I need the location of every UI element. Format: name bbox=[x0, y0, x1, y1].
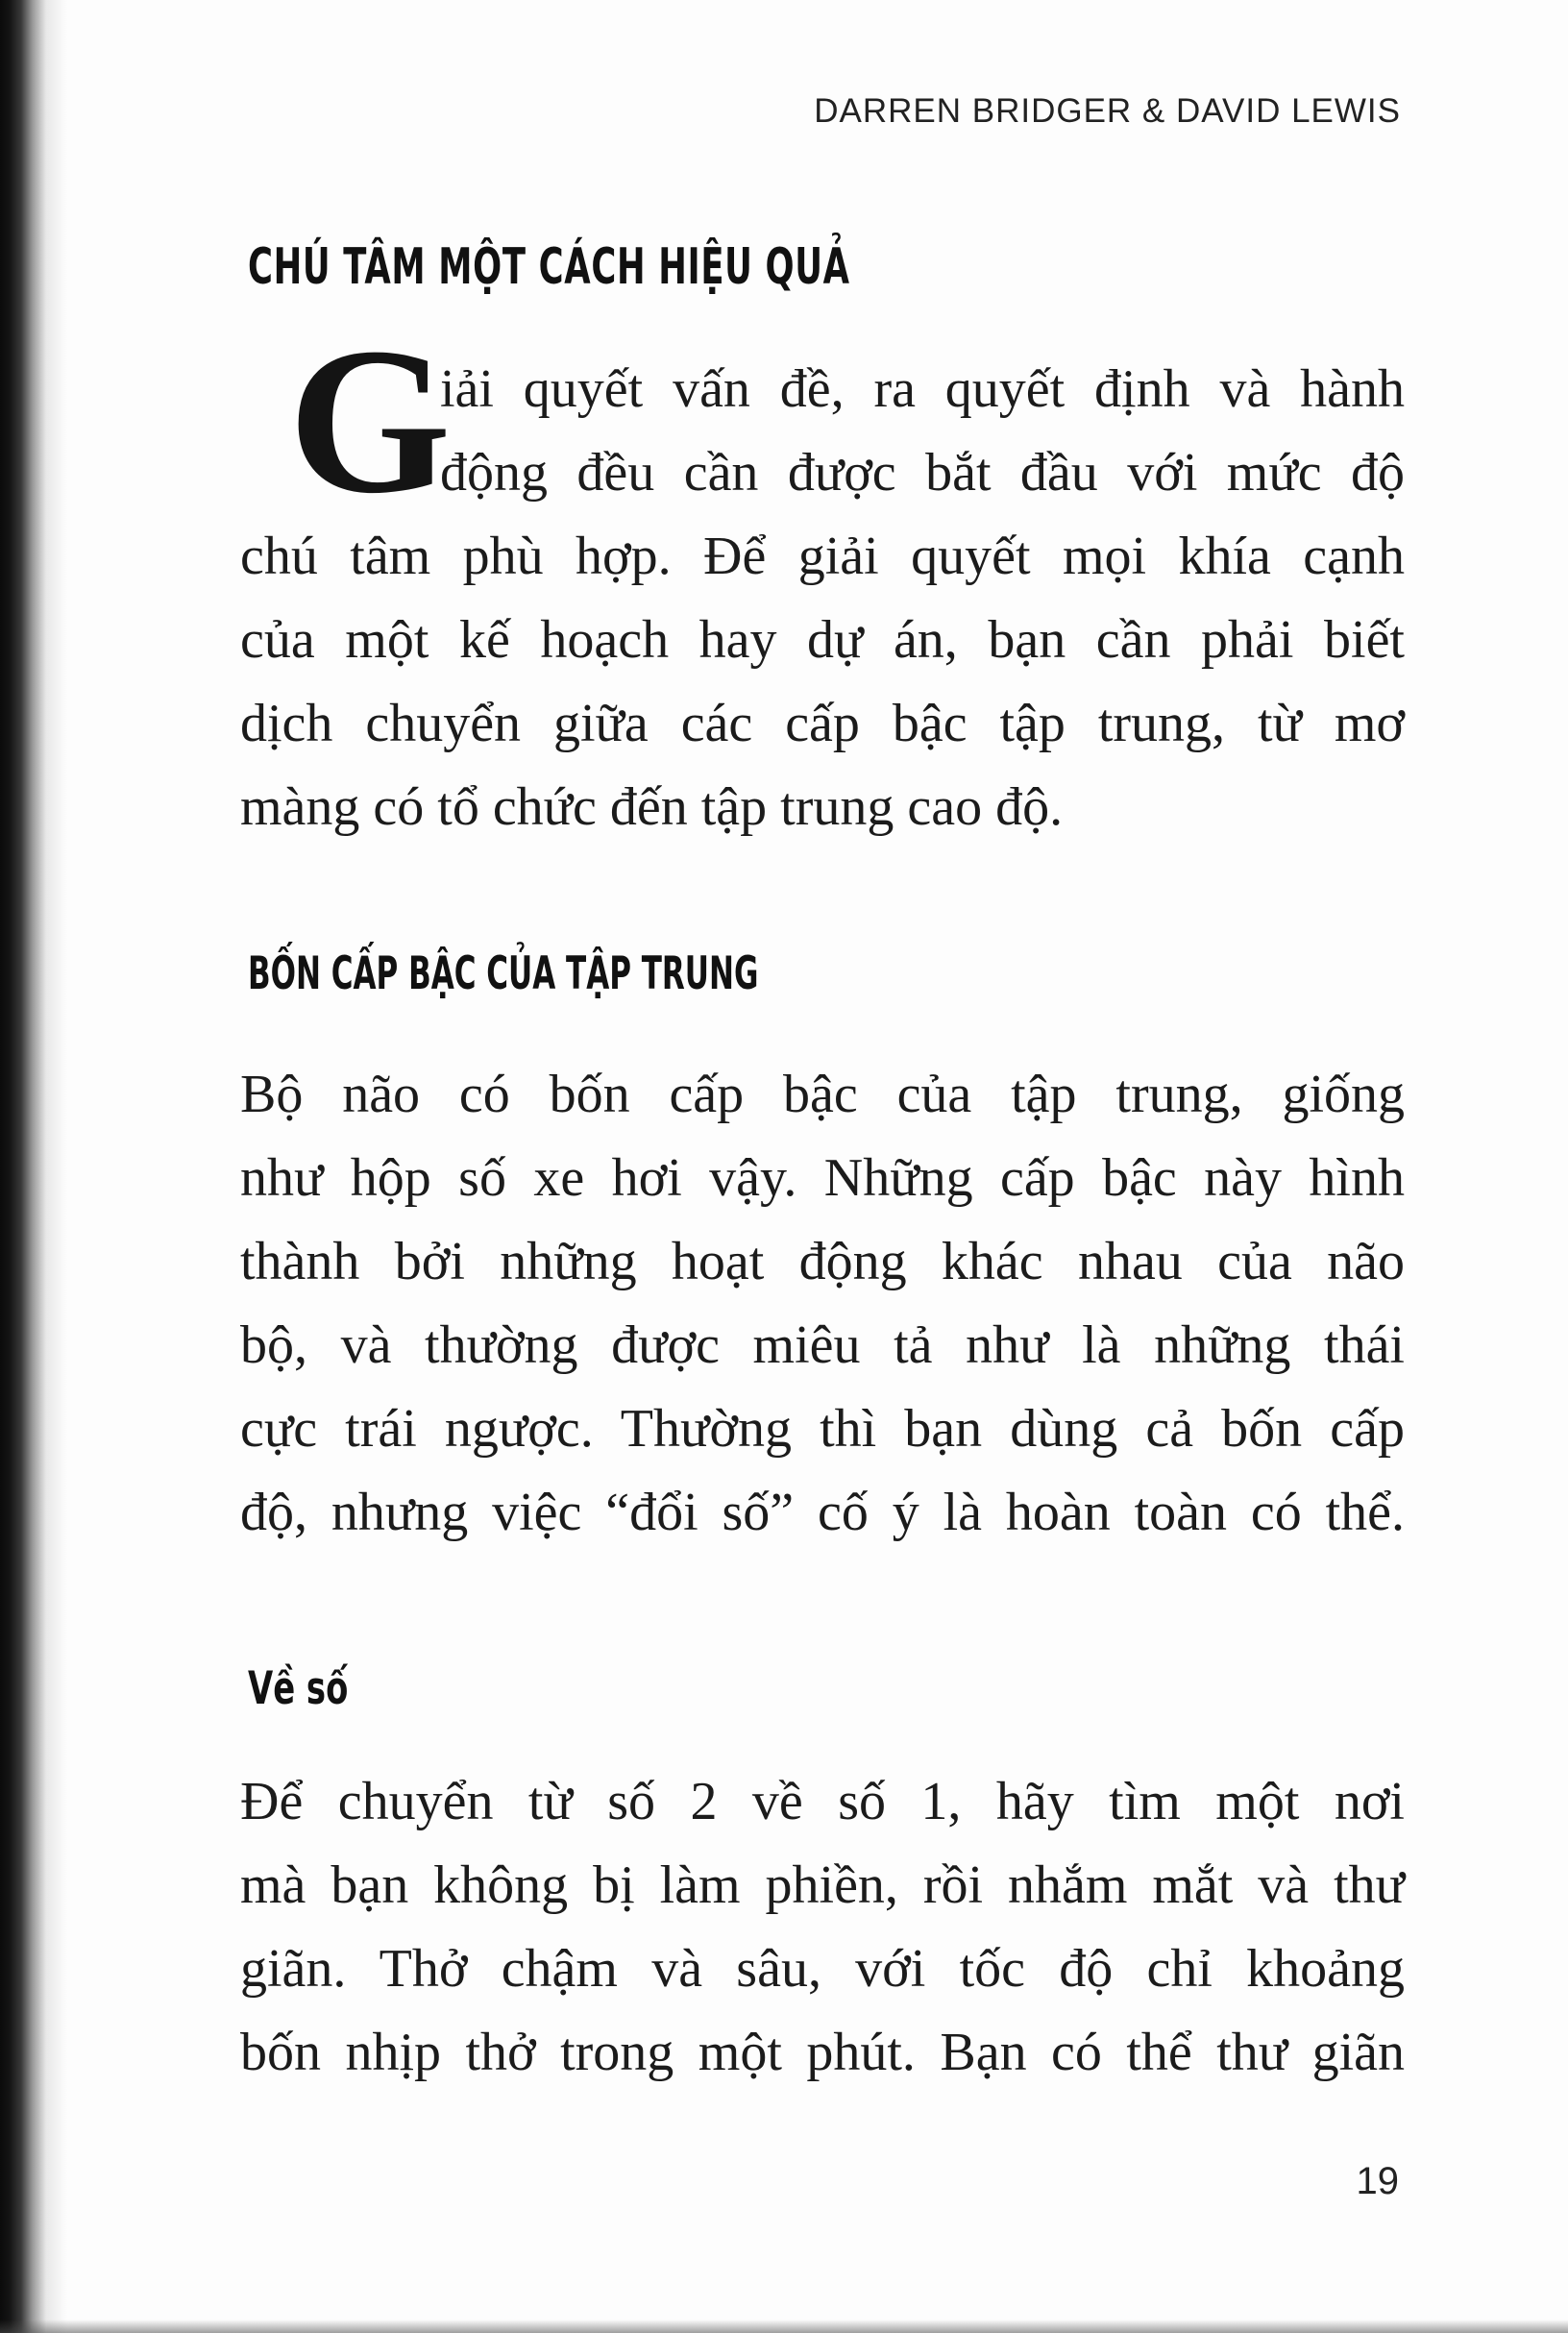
text-line: dịch chuyển giữa các cấp bậc tập trung, từ mơ bbox=[240, 694, 1405, 753]
text-line: của một kế hoạch hay dự án, bạn cần phải biết bbox=[240, 610, 1405, 670]
text-line: động đều cần được bắt đầu với mức độ bbox=[440, 443, 1405, 503]
drop-cap-box bbox=[288, 306, 452, 537]
text-line: màng có tổ chức đến tập trung cao độ. bbox=[240, 777, 1064, 837]
section-heading-gear-down: Về số bbox=[248, 1662, 349, 1715]
running-header: DARREN BRIDGER & DAVID LEWIS bbox=[814, 92, 1401, 130]
text-line: cực trái ngược. Thường thì bạn dùng cả bốn cấp bbox=[240, 1399, 1405, 1459]
text-line: Bộ não có bốn cấp bậc của tập trung, giống bbox=[240, 1065, 1405, 1124]
text-line: bộ, và thường được miêu tả như là những thái bbox=[240, 1315, 1405, 1375]
text-line: giãn. Thở chậm và sâu, với tốc độ chỉ khoảng bbox=[240, 1939, 1405, 1999]
text-line: iải quyết vấn đề, ra quyết định và hành bbox=[440, 359, 1405, 419]
text-line: thành bởi những hoạt động khác nhau của não bbox=[240, 1232, 1405, 1291]
paragraph-four-levels bbox=[240, 1053, 1405, 1555]
page-number: 19 bbox=[1356, 2160, 1399, 2202]
paragraph-intro-continued bbox=[240, 515, 1405, 849]
text-line: bốn nhịp thở trong một phút. Bạn có thể thư giãn bbox=[240, 2023, 1405, 2082]
section-heading-four-levels: BỐN CẤP BẬC CỦA TẬP TRUNG bbox=[248, 947, 759, 1000]
text-line: như hộp số xe hơi vậy. Những cấp bậc này hình bbox=[240, 1148, 1405, 1208]
book-spine-shadow bbox=[0, 0, 67, 2333]
paragraph-intro-beside-dropcap bbox=[440, 348, 1405, 515]
text-line: độ, nhưng việc “đổi số” cố ý là hoàn toàn có thể. bbox=[240, 1483, 1405, 1542]
section-heading-effective-attention: CHÚ TÂM MỘT CÁCH HIỆU QUẢ bbox=[248, 238, 850, 296]
paragraph-gear-down bbox=[240, 1760, 1405, 2095]
text-line: mà bạn không bị làm phiền, rồi nhắm mắt và thư bbox=[240, 1855, 1405, 1915]
page-bottom-shadow bbox=[0, 2320, 1568, 2333]
drop-cap: G bbox=[288, 306, 452, 537]
text-line: Để chuyển từ số 2 về số 1, hãy tìm một nơi bbox=[240, 1772, 1405, 1831]
text-line: chú tâm phù hợp. Để giải quyết mọi khía cạnh bbox=[240, 527, 1405, 586]
